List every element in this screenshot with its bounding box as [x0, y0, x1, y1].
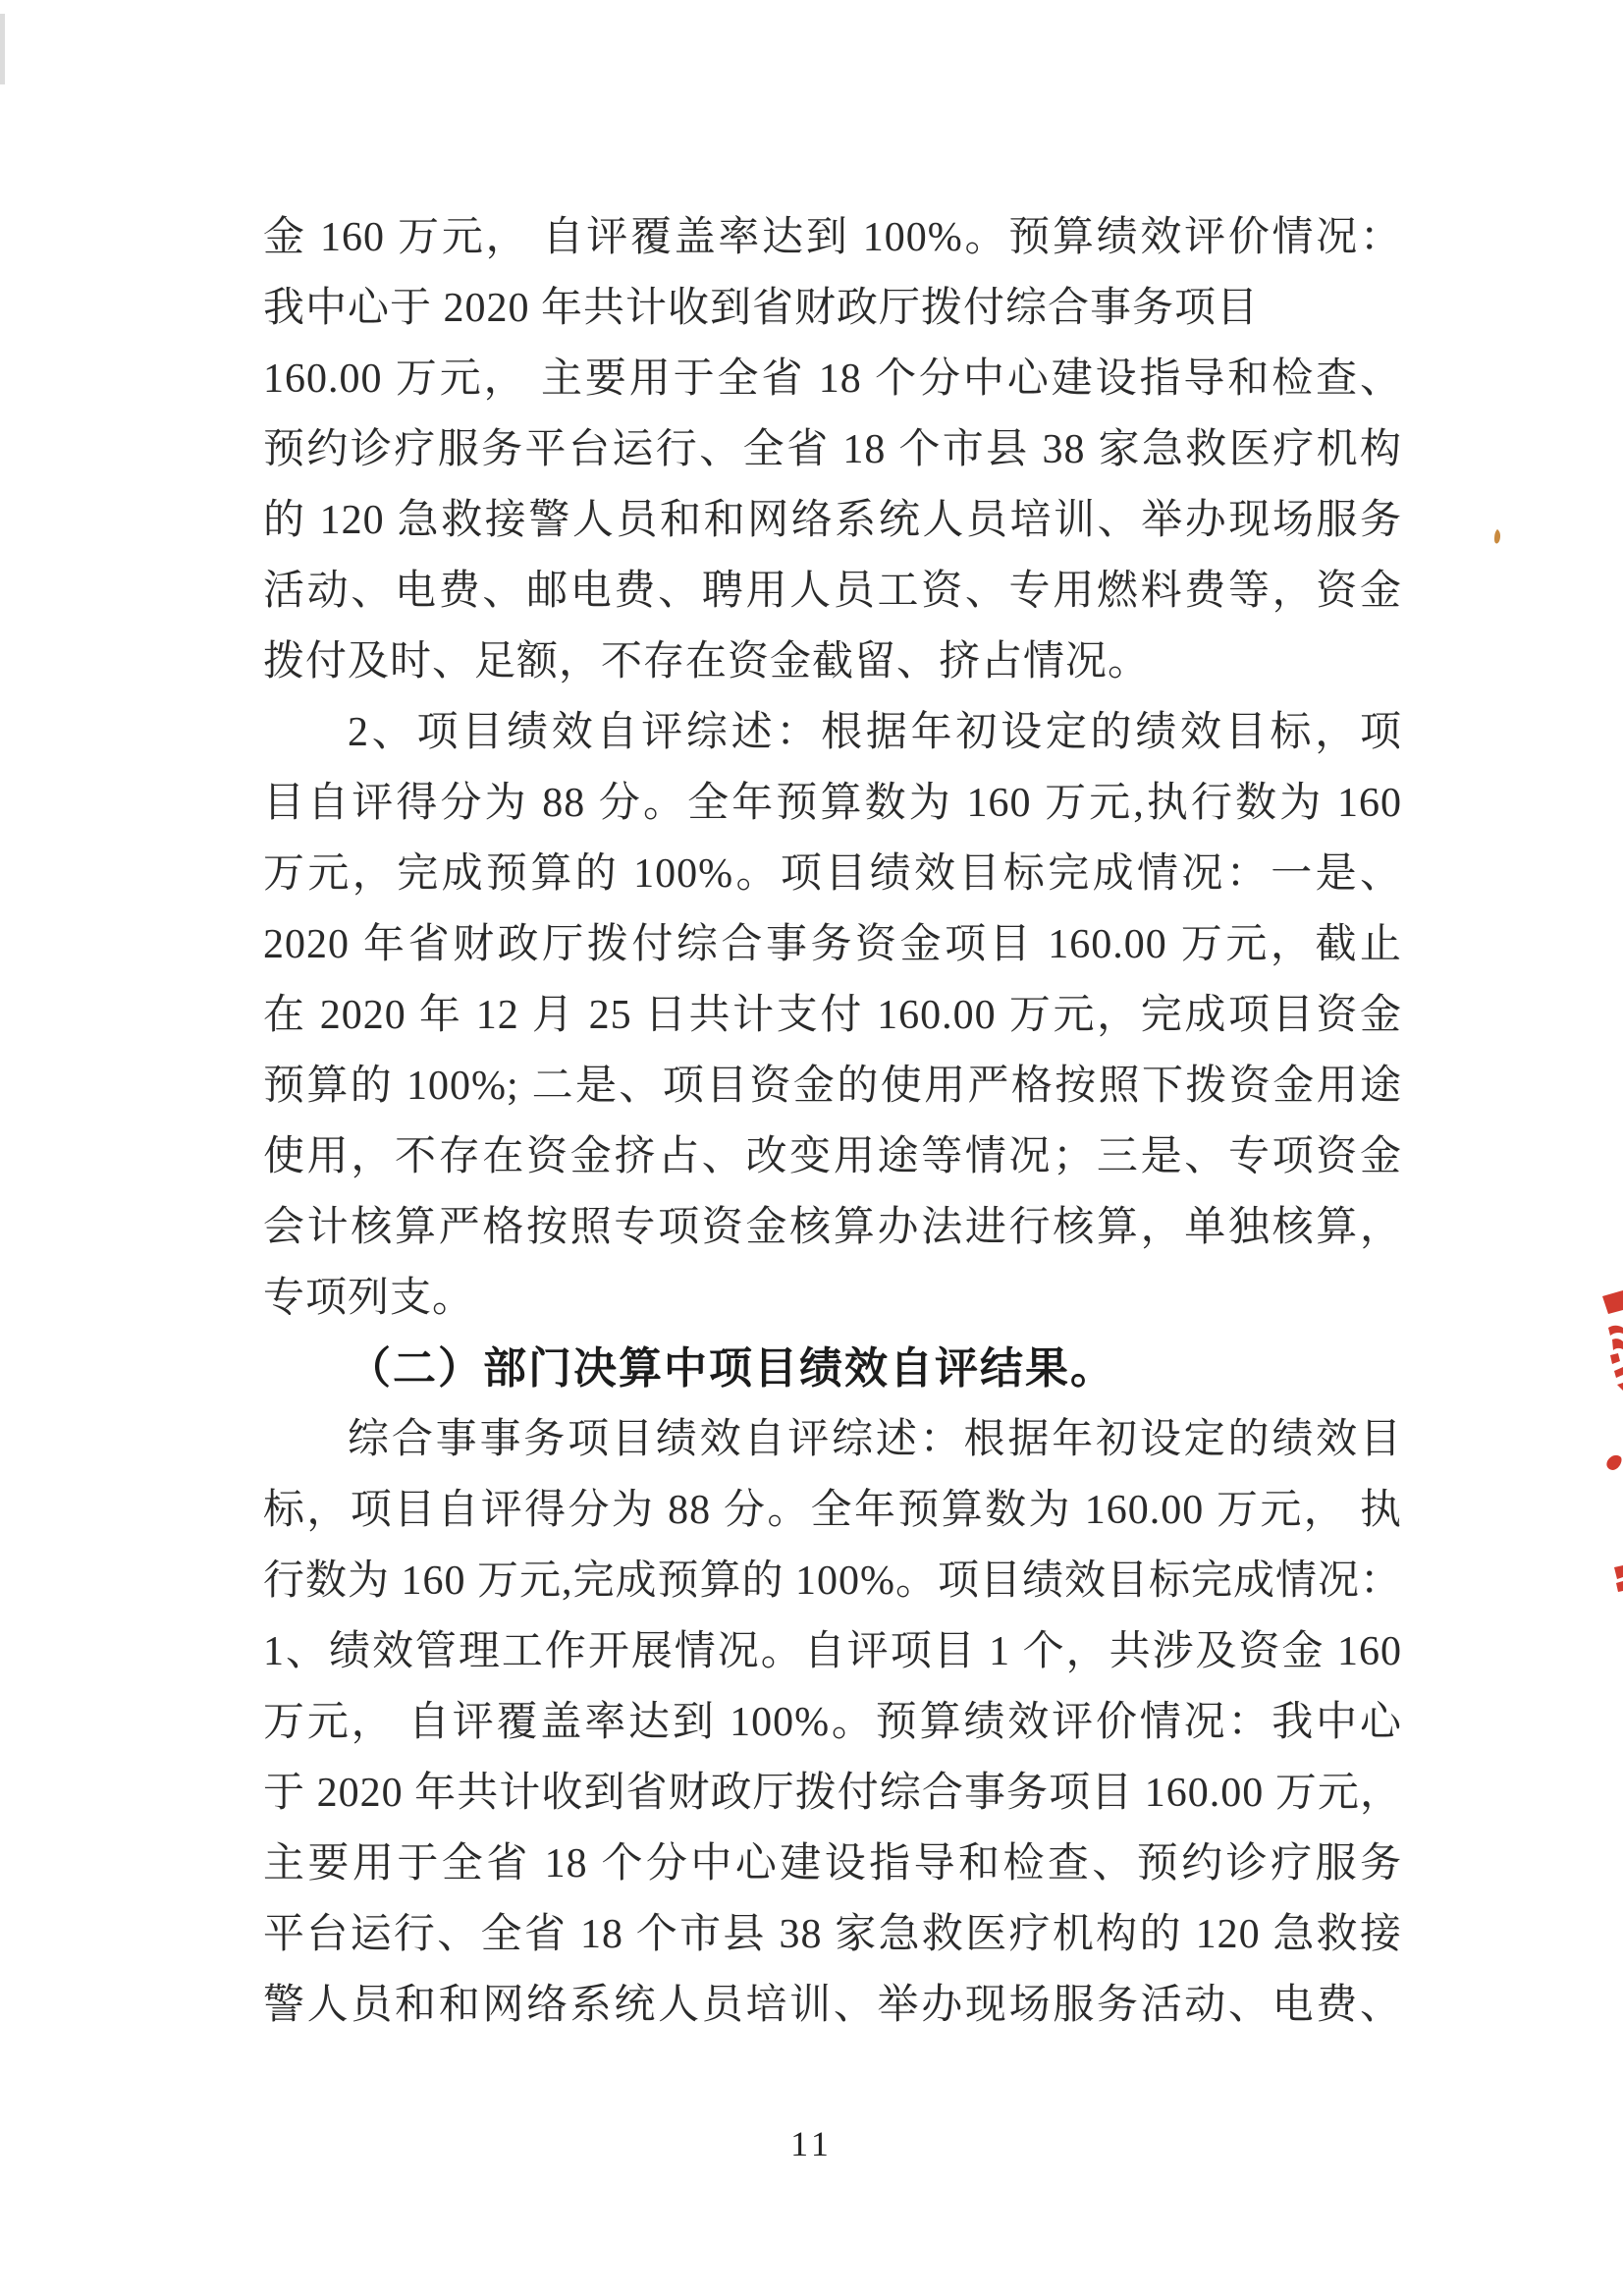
text-line: 我中心于 2020 年共计收到省财政厅拨付综合事务项目 [263, 286, 1260, 331]
text-line: 行数为 160 万元,完成预算的 100%。项目绩效目标完成情况： [263, 1558, 1402, 1604]
text-line: 预算的 100%; 二是、项目资金的使用严格按照下拨资金用途 [263, 1064, 1402, 1109]
text-line: 的 120 急救接警人员和和网络系统人员培训、举办现场服务 [263, 498, 1402, 543]
text-line: 预约诊疗服务平台运行、全省 18 个市县 38 家急救医疗机构 [263, 427, 1402, 472]
scan-speck [1490, 528, 1504, 546]
text-line: 警人员和和网络系统人员培训、举办现场服务活动、电费、 [263, 1983, 1402, 2028]
text-line: 万元，完成预算的 100%。项目绩效目标完成情况：一是、 [263, 851, 1402, 897]
text-line: 160.00 万元， 主要用于全省 18 个分中心建设指导和检查、 [263, 356, 1402, 402]
text-line: 1、绩效管理工作开展情况。自评项目 1 个，共涉及资金 160 [263, 1629, 1402, 1674]
text-line: 目自评得分为 88 分。全年预算数为 160 万元,执行数为 160 [263, 781, 1402, 826]
text-line: 万元， 自评覆盖率达到 100%。预算绩效评价情况：我中心 [263, 1700, 1402, 1745]
text-line: 拨付及时、足额，不存在资金截留、挤占情况。 [263, 639, 1151, 684]
text-line: 于 2020 年共计收到省财政厅拨付综合事务项目 160.00 万元， [263, 1771, 1402, 1816]
document-text [263, 202, 1402, 2041]
text-line: 活动、电费、邮电费、聘用人员工资、专用燃料费等，资金 [263, 569, 1402, 614]
text-line: 使用，不存在资金挤占、改变用途等情况；三是、专项资金 [263, 1134, 1402, 1179]
text-line: 主要用于全省 18 个分中心建设指导和检查、预约诊疗服务 [263, 1841, 1402, 1886]
text-line: 平台运行、全省 18 个市县 38 家急救医疗机构的 120 急救接 [263, 1912, 1402, 1957]
text-line: 综合事事务项目绩效自评综述：根据年初设定的绩效目 [348, 1417, 1402, 1462]
scan-edge-artifact [0, 14, 5, 84]
text-line: 标，项目自评得分为 88 分。全年预算数为 160.00 万元， 执 [263, 1488, 1402, 1533]
text-line: 2020 年省财政厅拨付综合事务资金项目 160.00 万元，截止 [263, 922, 1402, 967]
text-line: 在 2020 年 12 月 25 日共计支付 160.00 万元，完成项目资金 [263, 993, 1402, 1038]
stamp-fragment-bottom [1610, 1565, 1623, 1593]
section-heading: （二）部门决算中项目绩效自评结果。 [348, 1344, 1115, 1393]
page-number: 11 [790, 2124, 833, 2163]
stamp-fragment-top [1595, 1288, 1623, 1396]
stamp-fragment-middle [1604, 1451, 1623, 1473]
text-line: 专项列支。 [263, 1276, 475, 1321]
text-line: 金 160 万元， 自评覆盖率达到 100%。预算绩效评价情况： [263, 215, 1402, 260]
text-line: 2、项目绩效自评综述：根据年初设定的绩效目标，项 [348, 710, 1402, 755]
text-line: 会计核算严格按照专项资金核算办法进行核算，单独核算， [263, 1205, 1402, 1250]
